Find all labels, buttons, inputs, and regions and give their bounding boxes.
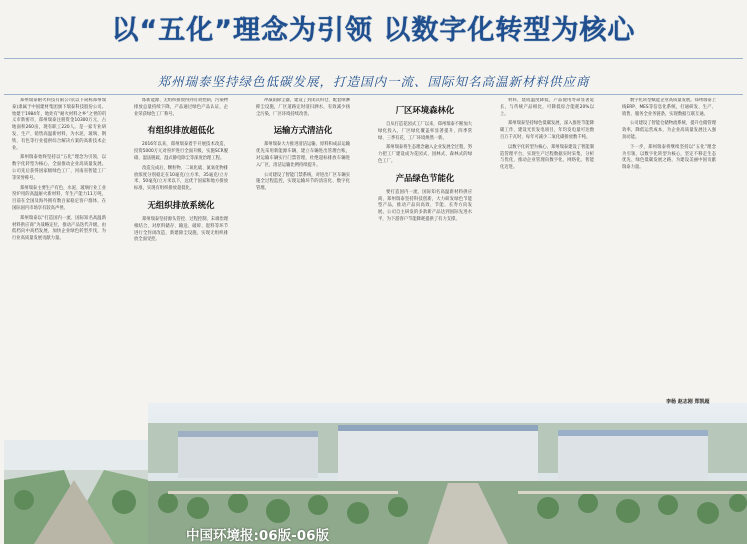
column-4-paragraph: 要打造国内一流、国际知名高温新材料供应商，郑州瑞泰坚持科技创新，大力研发绿色节能型产品，推动产品向高效、节能、长寿方向发展。公司自主研发的多款新产品达到国际先进水平，为下游客户节能降耗提供了有力支撑。 [378, 189, 472, 222]
column-2-paragraph: 改造完成后，颗粒物、二氧化硫、氮氧化物排放浓度分别稳定在10毫克/立方米、35毫克/立方米、50毫克/立方米以下，远优于国家和地方排放标准，实现有组织排放超低化。 [134, 165, 228, 192]
column-1-paragraph: 郑州瑞泰主要生产有色、水泥、玻璃行业工业窑炉用的高温耐火新材料，年生产能力11万吨，目前在全国及海外拥有数百家稳定客户群体，在国际国内市场享有较高声誉。 [12, 185, 106, 211]
column-2-paragraph: 郑州瑞泰坚持源头管控、过程控制、末端治理相结合，对原料储存、输送、破碎、混料等环节进行全封闭改造，新建除尘设施，实现无组织排放全面受控。 [134, 216, 228, 243]
left-photo-image [4, 440, 148, 544]
section-title: 厂区环境森林化 [395, 105, 455, 115]
column-3 [256, 98, 350, 398]
section-title: 运输方式清洁化 [273, 125, 333, 136]
column-1 [12, 98, 106, 436]
section-title: 产品绿色节能化 [395, 172, 455, 183]
header-rule [4, 58, 743, 59]
photo-watermark: 中国环境报:06版-06版 [186, 528, 330, 544]
column-6 [622, 98, 716, 394]
column-1-paragraph: 郑州瑞泰始终坚持以“五化”理念为引领，以数字化转型为核心，全面推动企业高质量发展。公司先后获得国家级绿色工厂、河南省智能工厂等荣誉称号。 [12, 155, 106, 181]
headline: 以“五化”理念为引领 以数字化转型为核心 [111, 15, 636, 46]
column-6-paragraph: 下一步，郑州瑞泰将继续坚持以“五化”理念为引领，以数字化转型为核心，坚定不移走生态优先、绿色低碳发展之路，为建设美丽中国贡献瑞泰力量。 [622, 144, 716, 171]
section-title: 有组织排放超低化 [147, 125, 215, 136]
column-1-paragraph: 郑州瑞泰耐火科技有限公司(以下简称郑州瑞泰)隶属于中国建材集团旗下瑞泰科技股份公司。始建于1984年，地处有“耐火材料之乡”之誉的巩义市新密市，郑州瑞泰注册资金10300万元，占地面积260亩，现有职工220人。是一家专业研发、生产、销售高温新材料，为水泥、玻璃、钢铁、有色等行业提供综合解决方案的高新技术企业。 [12, 98, 106, 151]
column-2 [134, 98, 228, 398]
subheader-rule [4, 94, 743, 95]
column-6-paragraph: 公司建设了智能仓储物流系统，提升仓储管理效率，降低运营成本，为企业高质量发展注入强劲动能。 [622, 121, 716, 140]
column-3-paragraph: 公司建设了智能门禁系统，对进出厂区车辆实施全过程监控，实现运输环节的清洁化、数字化管理。 [256, 172, 350, 192]
column-5-paragraph: 以数字化转型为核心，郑州瑞泰建设了智能制造管理平台，实现生产过程数据实时采集、分析与优化，推动企业管理向数字化、网络化、智能化迈进。 [500, 144, 594, 171]
left-photo [4, 440, 148, 544]
factory-photo-image [148, 403, 747, 544]
column-6-paragraph: 数字化转型赋能企业高质量发展。郑州瑞泰上线ERP、MES等信息化系统，打通研发、生产、销售、服务全业务链条，实现数据互联互通。 [622, 98, 716, 117]
column-4-paragraph: 自从打造花园式工厂以来，郑州瑞泰不断加大绿化投入，厂区绿化覆盖率显著提升，四季常绿、三季有花，工厂环境焕然一新。 [378, 122, 472, 141]
subheadline: 郑州瑞泰坚持绿色低碳发展，打造国内一流、国际知名高温新材料供应商 [157, 74, 590, 89]
column-5-paragraph: 材料，烧成温度降低，产品使用寿命显著延长，与传统产品相比，可降低综合能耗20%以上。 [500, 98, 594, 117]
factory-photo [148, 403, 747, 544]
column-3-paragraph: 郑州瑞泰大力推进清洁运输，原料和成品运输优先采用新能源车辆，建立车辆进出管理台账，对运输车辆实行门禁管理，杜绝超标排放车辆进入厂区，清洁运输比例持续提升。 [256, 142, 350, 168]
column-2-paragraph: 炼新能源、无组织排放得到有效控制，污染物排放总量持续下降，产品通过绿色产品认证，企业荣获绿色工厂称号。 [134, 98, 228, 117]
column-2-paragraph: 2016年以来，郑州瑞泰着手开展技术改造，投资5000万元对窑炉进行全面升级，实施SCR脱硝、湿法脱硫、湿式静电除尘等深度治理工程。 [134, 142, 228, 161]
column-4-paragraph: 郑州瑞泰将生态理念融入企业发展全过程，努力把工厂建设成为花园式、园林式、森林式的绿色工厂。 [378, 145, 472, 164]
column-3-paragraph: 冲减雨除尘器，建设了封闭式料仓，配套喷淋抑尘设施，厂区道路定时清扫洒水，有效减少扬尘污染，厂区环境持续改善。 [256, 98, 350, 117]
section-title: 无组织排放系统化 [147, 199, 215, 210]
byline: 李杨 赵志刚 郑凯超 [666, 399, 710, 405]
column-5-paragraph: 郑州瑞泰坚持绿色低碳发展，深入推进节能降碳工作，建设光伏发电项目，年均发电量可达数百万千瓦时，每年可减少二氧化碳排放数千吨。 [500, 121, 594, 140]
column-4 [378, 98, 472, 398]
column-5 [500, 98, 594, 398]
column-1-paragraph: 郑州瑞泰以“打造国内一流、国际知名高温新材料供应商”为战略定位，推动产品迭代升级，由低档向中高档发展，加快企业绿色转型步伐，为行业高质量发展贡献力量。 [12, 215, 106, 242]
